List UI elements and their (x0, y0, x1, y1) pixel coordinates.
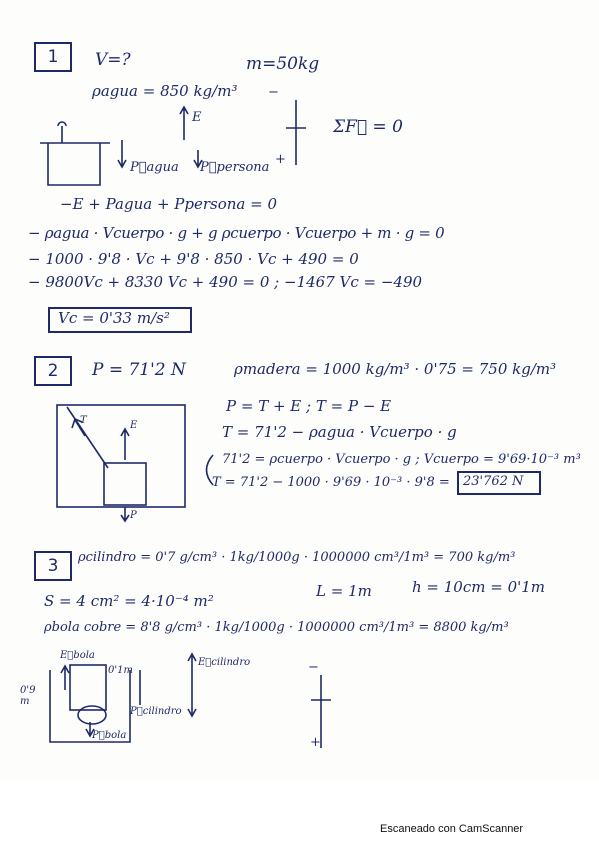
plus-sign-3: + (310, 735, 321, 750)
label-01m: 0'1m (108, 665, 133, 676)
arrow-E-2 (121, 429, 129, 460)
block-diagram (104, 463, 146, 505)
arrow-P-2 (121, 507, 129, 521)
problem-3-height: h = 10cm = 0'1m (412, 578, 546, 596)
minus-sign-1: − (268, 85, 279, 100)
scanner-watermark: Escaneado con CamScanner (380, 823, 524, 835)
force-P-label-2: P (130, 510, 137, 521)
problem-2-eq4: T = 71'2 − 1000 · 9'69 · 10⁻³ · 9'8 = (212, 475, 450, 490)
label-P-cilindro: P⃗cilindro (130, 706, 182, 717)
label-P-bola: P⃗bola (92, 730, 127, 741)
problem-3-number: 3 (34, 551, 72, 581)
problem-3-area: S = 4 cm² = 4·10⁻⁴ m² (44, 592, 214, 610)
problem-1-eq4: − 9800Vc + 8330 Vc + 490 = 0 ; −1467 Vc = −490 (28, 273, 423, 291)
problem-2-number: 2 (34, 356, 72, 386)
label-E-cilindro: E⃗cilindro (198, 657, 251, 668)
problem-2-density: ρmadera = 1000 kg/m³ · 0'75 = 750 kg/m³ (234, 360, 557, 378)
problem-3-density-ball: ρbola cobre = 8'8 g/cm³ · 1kg/1000g · 1000000 cm³/1m³ = 8800 kg/m³ (44, 620, 509, 635)
bucket-diagram (40, 122, 110, 185)
force-ppersona-label: P⃗persona (200, 160, 270, 175)
label-E-bola: E⃗bola (60, 650, 95, 661)
force-pagua-label: P⃗agua (130, 160, 179, 175)
problem-1-result: Vc = 0'33 m/s² (58, 309, 170, 327)
minus-sign-3: − (308, 660, 319, 675)
problem-1-density: ρagua = 850 kg/m³ (92, 82, 238, 100)
problem-2-eq2: T = 71'2 − ρagua · Vcuerpo · g (222, 423, 457, 441)
force-E-label-2: E (130, 420, 138, 431)
arrow-down-pagua (118, 140, 126, 167)
problem-1-unknown: V=? (95, 50, 131, 70)
label-09m: 0'9 m (20, 685, 36, 707)
problem-1-number: 1 (34, 42, 72, 72)
arrow-up-E (180, 107, 188, 140)
problem-2-eq1: P = T + E ; T = P − E (226, 397, 392, 415)
arrow-E-bola (61, 666, 69, 690)
problem-1-eq1: −E + Pagua + Ppersona = 0 (60, 195, 278, 213)
plus-sign-1: + (275, 152, 286, 167)
problem-1-eq3: − 1000 · 9'8 · Vc + 9'8 · 850 · Vc + 490 = 0 (28, 250, 359, 268)
problem-3-density-cylinder: ρcilindro = 0'7 g/cm³ · 1kg/1000g · 1000000 cm³/1m³ = 700 kg/m³ (78, 550, 516, 565)
problem-2-eq3: 71'2 = ρcuerpo · Vcuerpo · g ; Vcuerpo = 9'69·10⁻³ m³ (222, 452, 581, 467)
arrow-P-cilindro (188, 700, 196, 716)
problem-2-result: 23'762 N (463, 474, 524, 489)
sum-forces: ΣF⃗ = 0 (333, 117, 403, 137)
problem-1-eq2: − ρagua · Vcuerpo · g + g ρcuerpo · Vcuerpo + m · g = 0 (28, 224, 445, 242)
problem-1-mass: m=50kg (246, 54, 320, 74)
problem-2-weight: P = 71'2 N (92, 360, 186, 380)
sign-axis-1 (286, 100, 306, 165)
force-E-label: E (192, 110, 202, 125)
arrow-E-cilindro (188, 654, 196, 700)
ball-diagram (78, 706, 106, 724)
problem-3-length: L = 1m (316, 582, 372, 600)
force-T-label: T (80, 415, 87, 426)
scanner-footer (0, 780, 599, 848)
cylinder-diagram (70, 665, 106, 710)
